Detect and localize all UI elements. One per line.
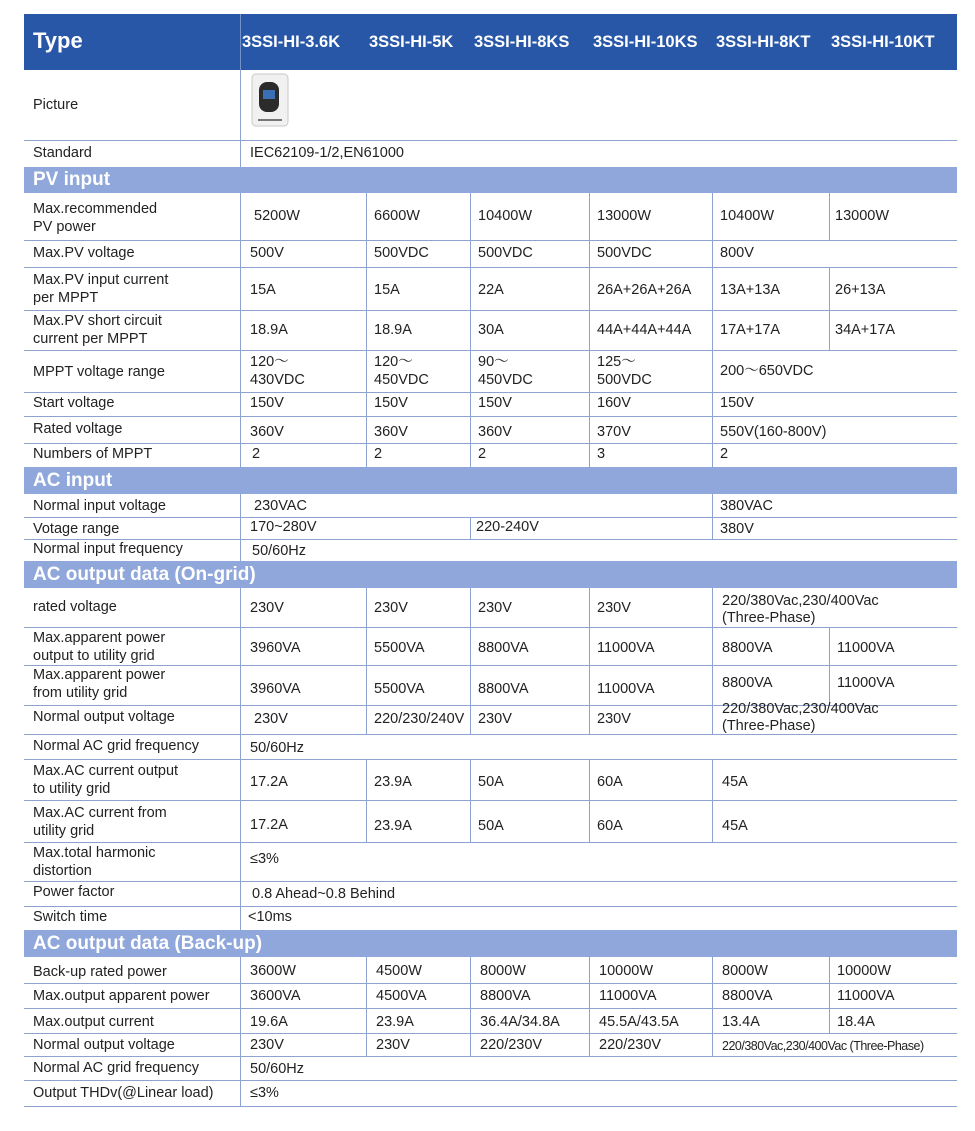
col-rule xyxy=(470,957,471,1056)
cell-value: 8800VA xyxy=(722,640,773,656)
col-rule xyxy=(589,957,590,1056)
cell-value: 11000VA xyxy=(837,640,895,656)
row-label-input-frequency: Normal input frequency xyxy=(33,541,183,557)
cell-value: 2 xyxy=(374,446,383,462)
row-rule xyxy=(24,734,957,735)
header-model-1: 3SSI-HI-3.6K xyxy=(242,33,341,51)
cell-value: 11000VA xyxy=(597,681,655,697)
row-rule xyxy=(24,240,957,241)
cell-value: 17A+17A xyxy=(720,322,781,338)
cell-value: 230V xyxy=(597,600,631,616)
row-label-pv-short-circuit: Max.PV short circuit xyxy=(33,313,162,329)
row-label-apparent-power-from-grid: Max.apparent power xyxy=(33,667,166,683)
cell-value: (Three-Phase) xyxy=(722,610,816,626)
cell-value: 8000W xyxy=(480,963,526,979)
cell-value: ≤3% xyxy=(250,851,279,867)
cell-value: 10400W xyxy=(720,208,775,224)
cell-value: 500VDC xyxy=(597,245,652,261)
cell-value: 23.9A xyxy=(374,774,412,790)
row-label-max-output-apparent-power: Max.output apparent power xyxy=(33,988,210,1004)
cell-value: 23.9A xyxy=(374,818,412,834)
header-type-label: Type xyxy=(33,28,83,53)
cell-value: 380V xyxy=(720,521,754,537)
cell-value: 8800VA xyxy=(478,681,529,697)
section-title-ac-input: AC input xyxy=(33,470,113,491)
cell-value: 26A+26A+26A xyxy=(597,282,692,298)
cell-value: 13A+13A xyxy=(720,282,781,298)
standard-label: Standard xyxy=(33,145,92,161)
row-label-mppt-range: MPPT voltage range xyxy=(33,364,165,380)
cell-value: 11000VA xyxy=(599,988,657,1004)
cell-value: 3 xyxy=(597,446,606,462)
cell-value: 11000VA xyxy=(837,988,895,1004)
cell-value: 430VDC xyxy=(250,372,305,388)
cell-value: 220-240V xyxy=(476,519,539,535)
col-rule xyxy=(470,517,471,539)
cell-value: 230V xyxy=(374,600,408,616)
cell-value: 19.6A xyxy=(250,1014,288,1030)
cell-value: 18.4A xyxy=(837,1014,875,1030)
cell-value: 11000VA xyxy=(597,640,655,656)
cell-value: 15A xyxy=(250,282,276,298)
cell-value: 18.9A xyxy=(374,322,412,338)
row-rule xyxy=(24,140,957,141)
row-label-apparent-power-to-grid: Max.apparent power xyxy=(33,630,166,646)
row-rule xyxy=(24,906,957,907)
row-label-normal-input-voltage: Normal input voltage xyxy=(33,498,166,514)
cell-value: 150V xyxy=(720,395,754,411)
col-rule xyxy=(712,957,713,1056)
cell-value: 10400W xyxy=(478,208,533,224)
row-rule xyxy=(24,627,957,628)
header-model-6: 3SSI-HI-10KT xyxy=(831,33,935,51)
col-rule xyxy=(712,193,713,467)
row-label-pv-input-current-line2: per MPPT xyxy=(33,290,99,306)
cell-value: 13.4A xyxy=(722,1014,760,1030)
row-rule xyxy=(24,416,957,417)
row-rule xyxy=(24,539,957,540)
cell-value: 45.5A/43.5A xyxy=(599,1014,679,1030)
cell-value: 60A xyxy=(597,774,623,790)
cell-value: 220/230/240V xyxy=(374,711,465,727)
cell-value: 17.2A xyxy=(250,817,288,833)
cell-value: 60A xyxy=(597,818,623,834)
cell-value: 200～650VDC xyxy=(720,363,814,379)
cell-value: (Three-Phase) xyxy=(722,718,816,734)
col-rule xyxy=(240,193,241,467)
section-title-backup: AC output data (Back-up) xyxy=(33,933,263,954)
row-label-start-voltage: Start voltage xyxy=(33,395,115,411)
cell-value: 120～ xyxy=(374,354,413,370)
row-label-max-pv-voltage: Max.PV voltage xyxy=(33,245,135,261)
cell-value: 220/380Vac,230/400Vac (Three-Phase) xyxy=(722,1039,924,1053)
cell-value: 8800VA xyxy=(722,675,773,691)
cell-value: 13000W xyxy=(597,208,652,224)
row-label-ac-current-to-grid-line2: to utility grid xyxy=(33,781,111,797)
cell-value: 8000W xyxy=(722,963,768,979)
col-rule xyxy=(366,759,367,842)
col-rule xyxy=(240,70,241,167)
cell-value: 500VDC xyxy=(478,245,533,261)
row-label-power-factor: Power factor xyxy=(33,884,115,900)
col-rule xyxy=(829,957,830,1033)
cell-value: 13000W xyxy=(835,208,890,224)
section-title-pv-input: PV input xyxy=(33,169,111,190)
cell-value: 50/60Hz xyxy=(250,1061,305,1077)
cell-value: 500VDC xyxy=(374,245,429,261)
row-rule xyxy=(24,665,957,666)
col-rule xyxy=(240,957,241,1106)
cell-value: 450VDC xyxy=(374,372,429,388)
cell-value: 230V xyxy=(376,1037,410,1053)
cell-value: 4500VA xyxy=(376,988,427,1004)
row-label-total-harmonic-line2: distortion xyxy=(33,863,92,879)
cell-value: 220/230V xyxy=(480,1037,543,1053)
row-label-max-pv-power-line2: PV power xyxy=(33,219,96,235)
row-rule xyxy=(24,1033,957,1034)
row-rule xyxy=(24,1056,957,1057)
cell-value: 45A xyxy=(722,774,748,790)
row-label-output-thdv: Output THDv(@Linear load) xyxy=(33,1085,214,1101)
cell-value: 5500VA xyxy=(374,640,425,656)
header-model-5: 3SSI-HI-8KT xyxy=(716,33,811,51)
cell-value: 50/60Hz xyxy=(252,543,307,559)
cell-value: 450VDC xyxy=(478,372,533,388)
row-label-max-output-current: Max.output current xyxy=(33,1014,154,1030)
col-rule xyxy=(366,193,367,467)
row-rule xyxy=(24,983,957,984)
cell-value: 2 xyxy=(252,446,261,462)
cell-value: 230VAC xyxy=(254,498,307,514)
cell-value: 360V xyxy=(250,424,284,440)
col-rule xyxy=(366,588,367,735)
cell-value: 150V xyxy=(478,395,512,411)
row-label-pv-short-circuit-line2: current per MPPT xyxy=(33,331,148,347)
cell-value: 6600W xyxy=(374,208,420,224)
cell-value: 8800VA xyxy=(722,988,773,1004)
cell-value: 30A xyxy=(478,322,504,338)
col-rule xyxy=(829,267,830,350)
cell-value: 23.9A xyxy=(376,1014,414,1030)
col-rule xyxy=(470,588,471,735)
cell-value: 10000W xyxy=(837,963,892,979)
header-model-3: 3SSI-HI-8KS xyxy=(474,33,570,51)
row-label-ac-grid-frequency: Normal AC grid frequency xyxy=(33,738,200,754)
cell-value: 8800VA xyxy=(478,640,529,656)
row-rule xyxy=(24,517,957,518)
row-rule xyxy=(24,1080,957,1081)
section-title-on-grid: AC output data (On-grid) xyxy=(33,564,256,585)
cell-value: 45A xyxy=(722,818,748,834)
row-rule xyxy=(24,881,957,882)
cell-value: <10ms xyxy=(248,909,292,925)
inverter-product-image xyxy=(248,72,292,130)
cell-value: 44A+44A+44A xyxy=(597,322,692,338)
col-rule xyxy=(470,759,471,842)
row-label-num-mppt: Numbers of MPPT xyxy=(33,446,153,462)
header-model-4: 3SSI-HI-10KS xyxy=(593,33,698,51)
row-rule xyxy=(24,350,957,351)
cell-value: 50A xyxy=(478,818,504,834)
cell-value: 26+13A xyxy=(835,282,886,298)
cell-value: 15A xyxy=(374,282,400,298)
row-rule xyxy=(24,842,957,843)
cell-value: 370V xyxy=(597,424,631,440)
col-rule xyxy=(240,588,241,930)
row-rule xyxy=(24,310,957,311)
cell-value: 18.9A xyxy=(250,322,288,338)
cell-value: 5500VA xyxy=(374,681,425,697)
row-label-voltage-range: Votage range xyxy=(33,521,120,537)
row-label-backup-grid-frequency: Normal AC grid frequency xyxy=(33,1060,200,1076)
cell-value: 3600VA xyxy=(250,988,301,1004)
col-rule xyxy=(589,759,590,842)
col-rule xyxy=(589,193,590,467)
row-rule xyxy=(24,800,957,801)
cell-value: 230V xyxy=(478,711,512,727)
section-band-pv xyxy=(24,167,957,193)
row-label-max-pv-power: Max.recommended xyxy=(33,201,158,217)
row-label-apparent-power-from-grid-line2: from utility grid xyxy=(33,685,128,701)
cell-value: 125～ xyxy=(597,354,636,370)
cell-value: 3600W xyxy=(250,963,296,979)
row-label-backup-rated-power: Back-up rated power xyxy=(33,964,167,980)
row-label-total-harmonic: Max.total harmonic xyxy=(33,845,156,861)
cell-value: 380VAC xyxy=(720,498,773,514)
standard-value: IEC62109-1/2,EN61000 xyxy=(250,145,404,161)
cell-value: 3960VA xyxy=(250,640,301,656)
cell-value: 34A+17A xyxy=(835,322,896,338)
row-rule xyxy=(24,759,957,760)
cell-value: 220/380Vac,230/400Vac xyxy=(722,593,879,609)
cell-value: 5200W xyxy=(254,208,300,224)
cell-value: ≤3% xyxy=(250,1085,279,1101)
row-label-rated-voltage: Rated voltage xyxy=(33,421,123,437)
picture-label: Picture xyxy=(33,97,79,113)
section-band-ac-input xyxy=(24,467,957,494)
cell-value: 4500W xyxy=(376,963,422,979)
col-rule xyxy=(240,494,241,561)
cell-value: 220/380Vac,230/400Vac xyxy=(722,701,879,717)
cell-value: 3960VA xyxy=(250,681,301,697)
col-rule xyxy=(712,588,713,735)
cell-value: 36.4A/34.8A xyxy=(480,1014,560,1030)
row-label-backup-output-voltage: Normal output voltage xyxy=(33,1037,175,1053)
row-label-switch-time: Switch time xyxy=(33,909,108,925)
col-rule xyxy=(470,193,471,467)
row-rule xyxy=(24,267,957,268)
row-rule xyxy=(24,392,957,393)
header-divider xyxy=(240,14,241,70)
row-label-pv-input-current: Max.PV input current xyxy=(33,272,169,288)
row-label-ac-current-from-grid: Max.AC current from xyxy=(33,805,167,821)
col-rule xyxy=(589,588,590,735)
cell-value: 230V xyxy=(254,711,288,727)
cell-value: 50A xyxy=(478,774,504,790)
row-label-ac-current-to-grid: Max.AC current output xyxy=(33,763,179,779)
cell-value: 150V xyxy=(374,395,408,411)
row-label-ac-current-from-grid-line2: utility grid xyxy=(33,823,95,839)
cell-value: 550V(160-800V) xyxy=(720,424,827,440)
col-rule xyxy=(829,627,830,705)
cell-value: 160V xyxy=(597,395,631,411)
cell-value: 8800VA xyxy=(480,988,531,1004)
col-rule xyxy=(712,759,713,842)
row-rule xyxy=(24,443,957,444)
cell-value: 10000W xyxy=(599,963,654,979)
cell-value: 800V xyxy=(720,245,754,261)
cell-value: 230V xyxy=(597,711,631,727)
cell-value: 360V xyxy=(478,424,512,440)
row-label-rated-voltage-on-grid: rated voltage xyxy=(33,599,117,615)
cell-value: 2 xyxy=(478,446,487,462)
cell-value: 500VDC xyxy=(597,372,652,388)
cell-value: 220/230V xyxy=(599,1037,662,1053)
cell-value: 22A xyxy=(478,282,504,298)
col-rule xyxy=(366,957,367,1056)
row-label-normal-output-voltage: Normal output voltage xyxy=(33,709,175,725)
header-model-2: 3SSI-HI-5K xyxy=(369,33,454,51)
col-rule xyxy=(829,193,830,240)
cell-value: 0.8 Ahead~0.8 Behind xyxy=(252,886,396,902)
cell-value: 230V xyxy=(250,1037,284,1053)
cell-value: 11000VA xyxy=(837,675,895,691)
cell-value: 90～ xyxy=(478,354,509,370)
row-rule xyxy=(24,1106,957,1107)
col-rule xyxy=(712,494,713,539)
cell-value: 50/60Hz xyxy=(250,740,305,756)
cell-value: 360V xyxy=(374,424,408,440)
cell-value: 230V xyxy=(478,600,512,616)
cell-value: 230V xyxy=(250,600,284,616)
cell-value: 17.2A xyxy=(250,774,288,790)
cell-value: 120～ xyxy=(250,354,289,370)
cell-value: 2 xyxy=(720,446,729,462)
cell-value: 500V xyxy=(250,245,284,261)
row-rule xyxy=(24,1008,957,1009)
cell-value: 170~280V xyxy=(250,519,317,535)
row-label-apparent-power-to-grid-line2: output to utility grid xyxy=(33,648,155,664)
cell-value: 150V xyxy=(250,395,284,411)
